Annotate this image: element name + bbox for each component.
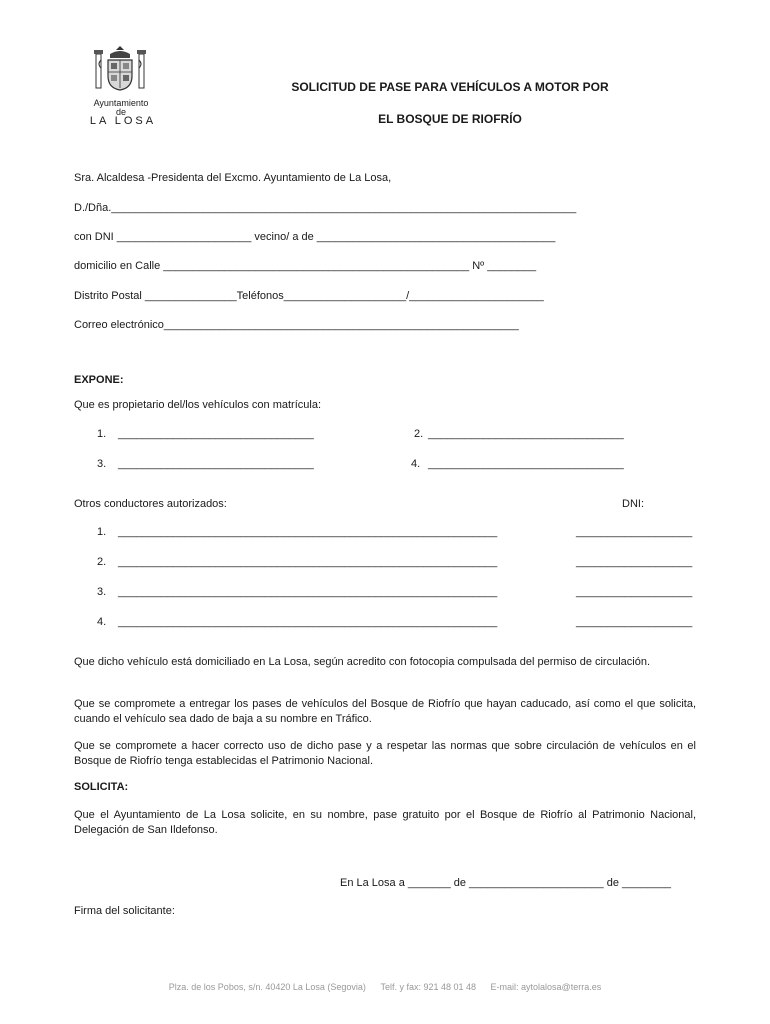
form-title-line2: EL BOSQUE DE RIOFRÍO	[378, 112, 522, 126]
driver-number: 2.	[97, 556, 107, 568]
plate-field[interactable]: ________________________________	[118, 458, 314, 470]
plates-intro: Que es propietario del/los vehículos con matrícula:	[74, 399, 322, 411]
domicilio-field[interactable]: domicilio en Calle __________________________________________________ Nº ________	[74, 260, 537, 272]
signature-label: Firma del solicitante:	[74, 905, 175, 917]
footer	[0, 982, 770, 992]
driver-dni-field[interactable]: ___________________	[576, 586, 693, 598]
name-field[interactable]: D./Dña.____________________________________________________________________________	[74, 202, 577, 214]
driver-name-field[interactable]: ______________________________________________________________	[118, 526, 498, 538]
addressee: Sra. Alcaldesa -Presidenta del Excmo. Ayuntamiento de La Losa,	[74, 172, 392, 184]
footer-email: E-mail: aytolalosa@terra.es	[490, 982, 602, 992]
driver-dni-field[interactable]: ___________________	[576, 526, 693, 538]
form-title-line1: SOLICITUD DE PASE PARA VEHÍCULOS A MOTOR POR	[291, 80, 609, 94]
solicita-text: Que el Ayuntamiento de La Losa solicite, en su nombre, pase gratuito por el Bosque de Riofrío al Patrimonio Nacional, Delegación de San Ildefonso.	[74, 809, 696, 836]
driver-name-field[interactable]: ______________________________________________________________	[118, 586, 498, 598]
driver-number: 4.	[97, 616, 107, 628]
drivers-label: Otros conductores autorizados:	[74, 498, 227, 510]
driver-dni-field[interactable]: ___________________	[576, 616, 693, 628]
date-place-field[interactable]: En La Losa a _______ de ______________________ de ________	[340, 877, 671, 889]
postal-phone-field[interactable]: Distrito Postal _______________Teléfonos____________________/______________________	[74, 290, 544, 302]
expone-heading: EXPONE:	[74, 374, 124, 386]
plate-number: 1.	[97, 428, 107, 440]
driver-name-field[interactable]: ______________________________________________________________	[118, 616, 498, 628]
plate-field[interactable]: ________________________________	[428, 428, 624, 440]
plate-number: 4.	[411, 458, 421, 470]
footer-phone: Telf. y fax: 921 48 01 48	[380, 982, 477, 992]
plate-field[interactable]: ________________________________	[118, 428, 314, 440]
driver-name-field[interactable]: ______________________________________________________________	[118, 556, 498, 568]
paragraph-pases: Que se compromete a entregar los pases de vehículos del Bosque de Riofrío que hayan caducado, así como el que solicita, cuando el vehículo sea dado de baja a su nombre en Tráfico.	[74, 698, 696, 725]
driver-dni-field[interactable]: ___________________	[576, 556, 693, 568]
plate-field[interactable]: ________________________________	[428, 458, 624, 470]
municipio-name: LA LOSA	[89, 115, 157, 127]
de-text: de	[115, 107, 126, 117]
plate-number: 2.	[414, 428, 424, 440]
footer-address: Plza. de los Pobos, s/n. 40420 La Losa (Segovia)	[168, 982, 366, 992]
paragraph-domicilio: Que dicho vehículo está domiciliado en La Losa, según acredito con fotocopia compulsada del permiso de circulación.	[74, 656, 651, 668]
solicita-heading: SOLICITA:	[74, 781, 129, 793]
plate-number: 3.	[97, 458, 107, 470]
email-field[interactable]: Correo electrónico__________________________________________________________	[74, 319, 519, 331]
paragraph-normas: Que se compromete a hacer correcto uso de dicho pase y a respetar las normas que sobre circulación de vehículos en el Bosque de Riofrío tenga establecidas el Patrimonio Nacional.	[74, 740, 696, 767]
driver-number: 1.	[97, 526, 107, 538]
dni-column-label: DNI:	[622, 498, 644, 510]
ayuntamiento-text: Ayuntamiento	[93, 98, 149, 108]
dni-vecino-field[interactable]: con DNI ______________________ vecino/ a de _______________________________________	[74, 231, 556, 243]
coat-of-arms-logo	[90, 44, 150, 96]
driver-number: 3.	[97, 586, 107, 598]
